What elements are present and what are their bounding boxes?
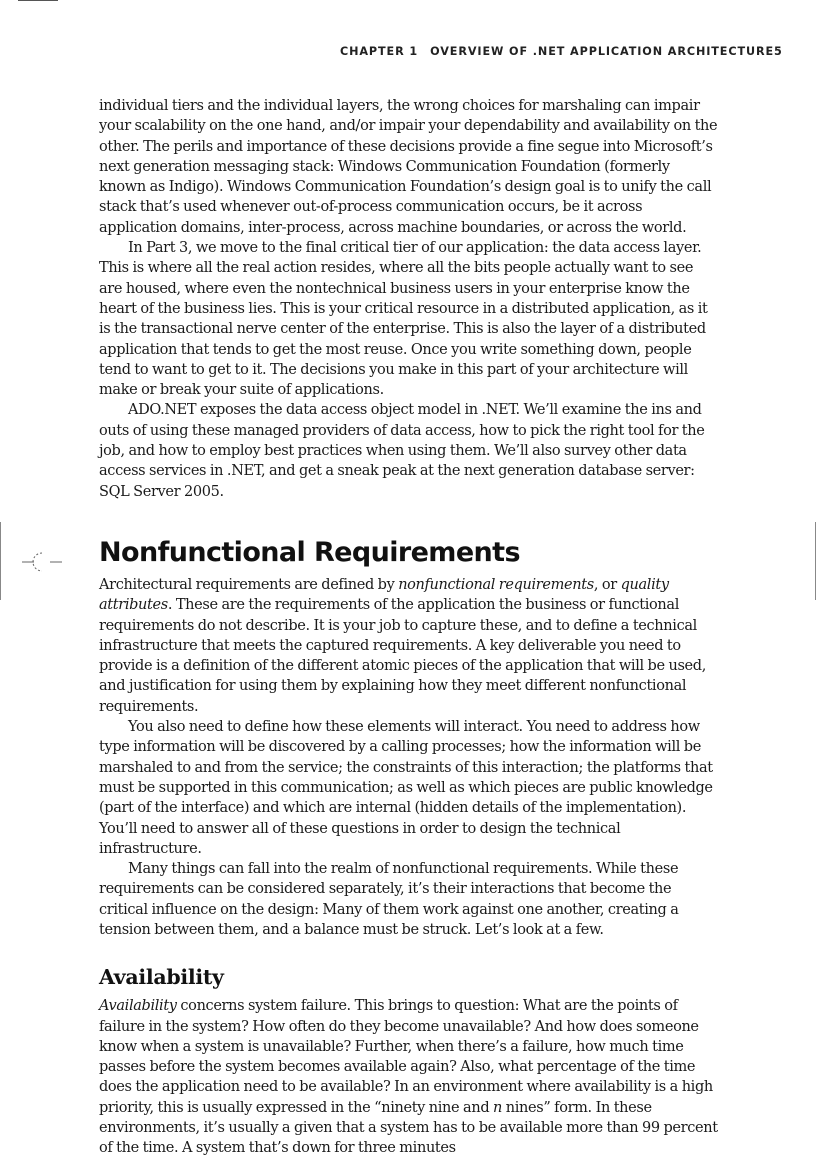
registration-mark-icon (22, 547, 62, 577)
chapter-label: CHAPTER 1 (340, 44, 419, 58)
intro-paragraph-2: In Part 3, we move to the final critical tier of our application: the data access layer. This is where all the real action resides, where all the bits people actually want to see are housed, where even the nontechnical business users in your enterprise know the heart of the business lies. This is your critical resource in a distributed application, as it is the transactional nerve center of the enterprise. This is also the layer of a distributed application that tends to get the most reuse. Once you write something down, people tend to want to get to it. The decisions you make in this part of your architecture will make or break your suite of applications. (99, 240, 708, 399)
subsection-heading-availability: Availability (99, 965, 224, 990)
section-heading-nonfunctional: Nonfunctional Requirements (99, 536, 520, 568)
page-number: 5 (774, 44, 783, 58)
term-availability: Availability (99, 998, 177, 1015)
term-quality-attributes: quality attributes (99, 576, 669, 614)
term-nonfunctional-requirements: nonfunctional requirements (398, 576, 594, 593)
intro-paragraph-3: ADO.NET exposes the data access object model in .NET. We’ll examine the ins and outs of using these managed providers of data access, how to pick the right tool for the job, and how to employ best practices when using them. We’ll also survey other data access services in .NET, and get a sneak peak at the next generation database server: SQL Server 2005. (99, 402, 705, 500)
page-body (99, 96, 719, 1159)
nonfunctional-paragraph-3: Many things can fall into the realm of nonfunctional requirements. While these requirements can be considered separately, it’s their interactions that become the critical influence on the design: Many of them work against one another, creating a tension between them, and a balance must be struck. Let’s look at a few. (99, 861, 679, 938)
nonfunctional-paragraph-1: Architectural requirements are defined by nonfunctional requirements, or quality attributes. These are the requirements of the application the business or functional requirements do not describe. It is your job to capture these, and to define a technical infrastructure that meets the captured requirements. A key deliverable you need to provide is a definition of the different atomic pieces of the application that will be used, and justification for using them by explaining how they meet different nonfunctional requirements. (99, 576, 706, 715)
nonfunctional-paragraph-2: You also need to define how these elements will interact. You need to address how type information will be discovered by a calling processes; how the information will be marshaled to and from the service; the constraints of this interaction; the platforms that must be supported in this communication; as well as which pieces are public knowledge (part of the interface) and which are internal (hidden details of the implementation). You’ll need to answer all of these questions in order to design the technical infrastructure. (99, 719, 713, 857)
running-head (340, 42, 783, 60)
term-n: n (493, 1099, 503, 1116)
crop-mark-top (18, 0, 58, 1)
availability-paragraph-1: Availability concerns system failure. This brings to question: What are the points of failure in the system? How often do they become unavailable? And how does someone know when a system is unavailable? Further, when there’s a failure, how much time passes before the system becomes available again? Also, what percentage of the time does the application need to be available? In an environment where availability is a high priority, this is usually expressed in the “ninety nine and n nines” form. In these environments, it’s usually a given that a system has to be available more than 99 percent of the time. A system that’s down for three minutes (99, 998, 718, 1157)
chapter-title: OVERVIEW OF .NET APPLICATION ARCHITECTURE (430, 44, 775, 58)
crop-mark-left (0, 522, 1, 600)
intro-paragraph-1: individual tiers and the individual layers, the wrong choices for marshaling can impair your scalability on the one hand, and/or impair your dependability and availability on the other. The perils and importance of these decisions provide a fine segue into Microsoft’s next generation messaging stack: Windows Communication Foundation (formerly known as Indigo). Windows Communication Foundation’s design goal is to unify the call stack that’s used whenever out-of-process communication occurs, be it across application domains, inter-process, across machine boundaries, or across the world. (99, 98, 718, 236)
